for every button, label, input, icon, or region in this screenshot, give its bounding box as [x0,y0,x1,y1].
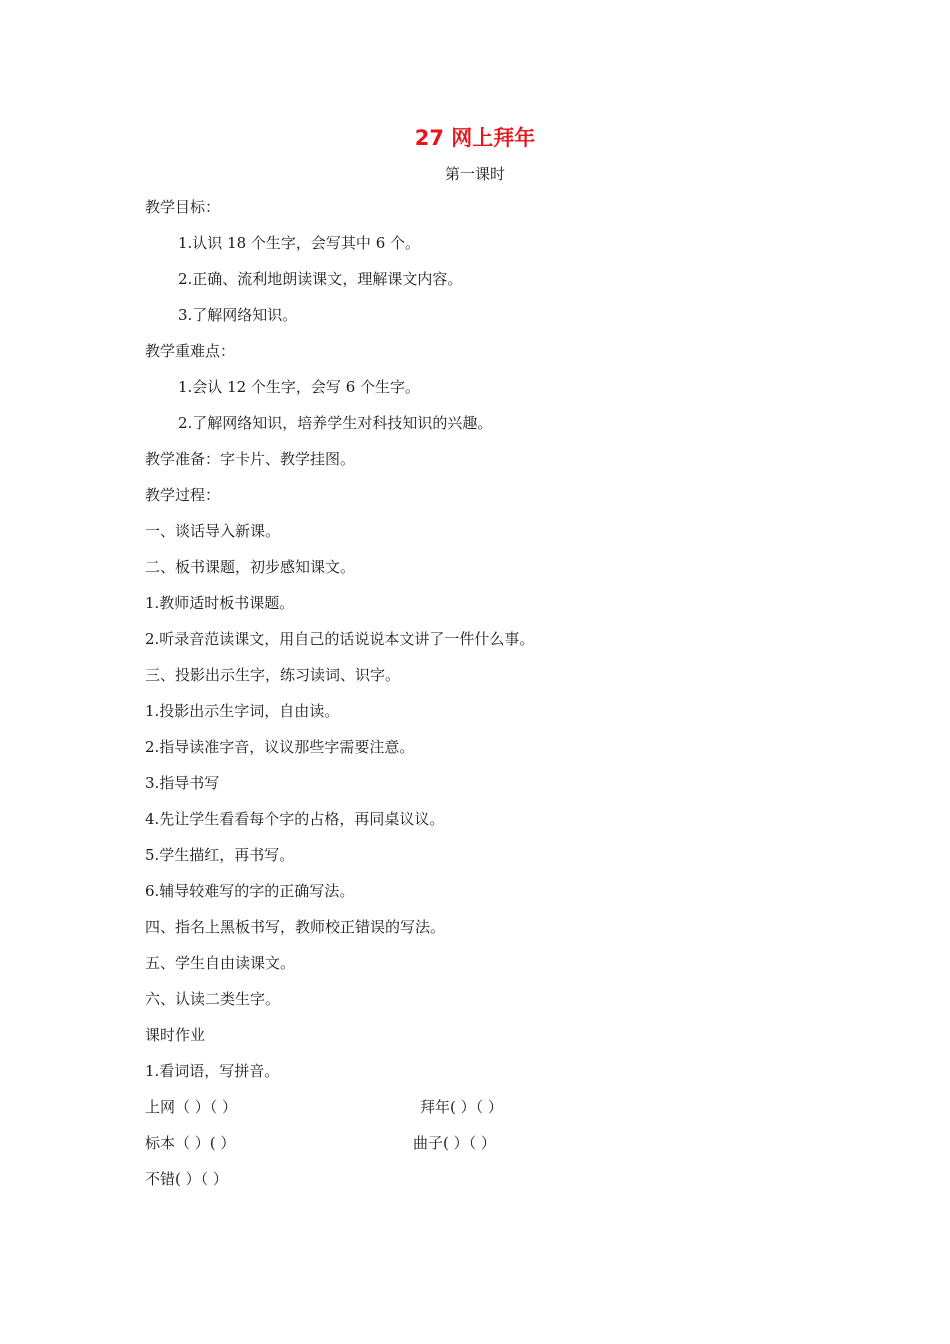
lesson-period: 第一课时 [444,165,505,183]
preparation-line: 教学准备：字卡片、教学挂图。 [145,450,356,468]
key-point-item: 2.了解网络知识，培养学生对科技知识的兴趣。 [178,414,493,432]
pinyin-exercise-item: 不错( ）（ ） [145,1170,228,1188]
section-heading-homework: 课时作业 [145,1026,206,1044]
process-substep: 3.指导书写 [145,774,220,792]
process-substep: 6.辅导较难写的字的正确写法。 [145,882,355,900]
process-step: 一、谈话导入新课。 [145,522,281,540]
objective-item: 3.了解网络知识。 [178,306,298,324]
pinyin-exercise-item: 曲子( ）（ ） [413,1134,496,1152]
section-heading-key-points: 教学重难点： [145,342,236,360]
pinyin-exercise-item: 标本（ ）( ） [145,1134,236,1152]
process-step: 五、学生自由读课文。 [145,954,296,972]
process-substep: 2.指导读准字音，议议那些字需要注意。 [145,738,415,756]
objective-item: 1.认识 18 个生字，会写其中 6 个。 [178,234,421,252]
process-step: 六、认读二类生字。 [145,990,281,1008]
key-point-item: 1.会认 12 个生字，会写 6 个生字。 [178,378,421,396]
page-title: 27 网上拜年 [414,126,536,150]
homework-instruction: 1.看词语，写拼音。 [145,1062,280,1080]
section-heading-objectives: 教学目标： [145,198,221,216]
process-substep: 2.听录音范读课文，用自己的话说说本文讲了一件什么事。 [145,630,535,648]
process-step: 四、指名上黑板书写，教师校正错误的写法。 [145,918,446,936]
process-step: 二、板书课题，初步感知课文。 [145,558,356,576]
process-step: 三、投影出示生字，练习读词、识字。 [145,666,401,684]
process-substep: 1.教师适时板书课题。 [145,594,295,612]
objective-item: 2.正确、流利地朗读课文，理解课文内容。 [178,270,463,288]
process-substep: 1.投影出示生字词，自由读。 [145,702,340,720]
section-heading-process: 教学过程： [145,486,221,504]
process-substep: 4.先让学生看看每个字的占格，再同桌议议。 [145,810,445,828]
pinyin-exercise-item: 拜年( ）（ ） [420,1098,503,1116]
process-substep: 5.学生描红，再书写。 [145,846,295,864]
pinyin-exercise-item: 上网（ ）（ ） [145,1098,238,1116]
